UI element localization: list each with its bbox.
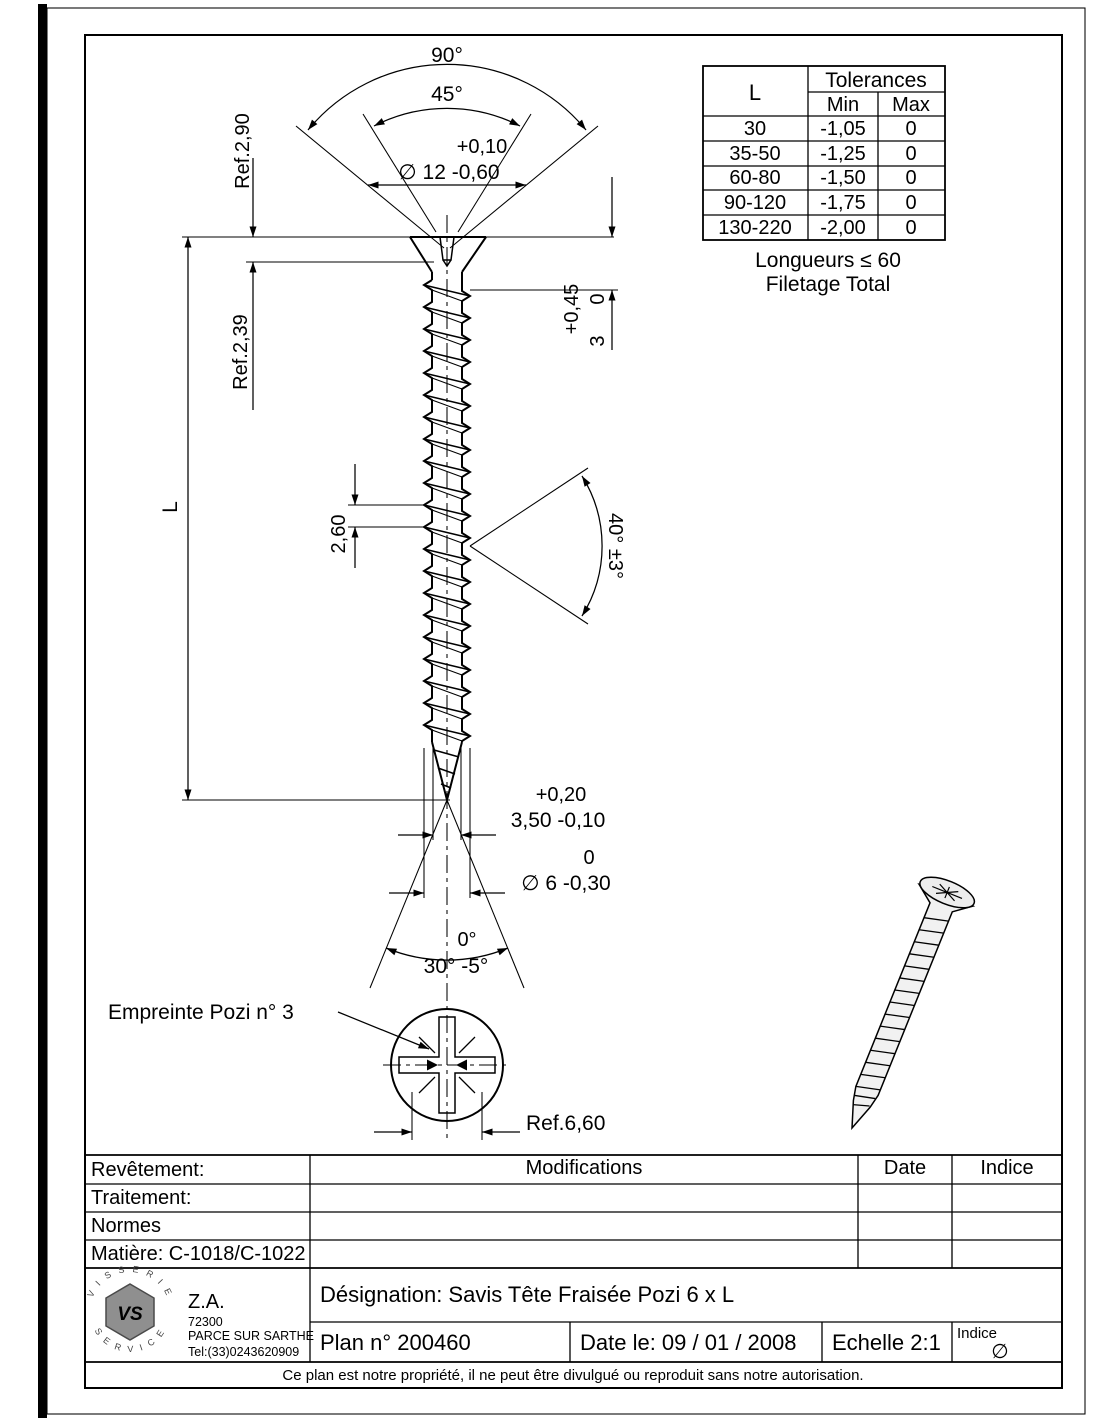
- tol-cell-min: -1,05: [820, 118, 866, 140]
- dim-core-tol: +0,20: [535, 784, 587, 806]
- scale-text: Echelle 2:1: [832, 1330, 941, 1355]
- tol-cell-l: 90-120: [723, 192, 787, 214]
- tol-cell-l: 130-220: [718, 217, 792, 239]
- tol-min-header: Min: [826, 94, 860, 116]
- dim-point-value: 30° -5°: [423, 955, 489, 978]
- tol-cell-l: 60-80: [729, 167, 781, 189]
- binding-bar: [38, 4, 47, 1418]
- tol-cell-max: 0: [905, 167, 917, 189]
- dim-length-L: [159, 237, 450, 800]
- logo-postal: 72300: [188, 1315, 223, 1329]
- logo-za: Z.A.: [188, 1291, 225, 1313]
- tol-cell-max: 0: [905, 217, 917, 239]
- tol-col-l-header: L: [748, 80, 762, 105]
- dim-head-dia-tol: +0,10: [456, 136, 508, 158]
- pozi-recess-label: Empreinte Pozi n° 3: [108, 1001, 294, 1024]
- pozi-wedge-right: [456, 1060, 467, 1071]
- dim-L-label: L: [159, 501, 182, 513]
- dim-ref-660: [374, 1092, 605, 1140]
- plan-number: Plan n° 200460: [320, 1330, 471, 1355]
- tol-max-header: Max: [892, 94, 930, 116]
- dim-pitch: [328, 464, 424, 568]
- indice-cell-value: ∅: [991, 1341, 1009, 1363]
- logo-tel: Tel:(33)0243620909: [188, 1345, 300, 1359]
- tol-cell-max: 0: [905, 118, 917, 140]
- footer-copyright-note: Ce plan est notre propriété, il ne peut être divulgué ou reproduit sans notre autorisation.: [282, 1367, 864, 1384]
- indice-cell-label: Indice: [957, 1325, 998, 1342]
- dim-under-head-tol: +0,45: [561, 283, 583, 335]
- label-revetement: Revêtement:: [91, 1159, 205, 1181]
- tol-cell-max: 0: [905, 143, 917, 165]
- tol-row-1: [729, 143, 916, 165]
- logo-city: PARCE SUR SARTHE: [188, 1329, 314, 1343]
- tolerances-table: [703, 66, 945, 296]
- tol-cell-min: -2,00: [820, 217, 866, 239]
- dim-point-tol: 0°: [457, 929, 477, 951]
- dim-90-label: 90°: [431, 44, 463, 67]
- designation-text: Désignation: Savis Tête Fraisée Pozi 6 x L: [320, 1282, 735, 1307]
- tol-cell-l: 30: [743, 118, 767, 140]
- dim-under-head-value: 3: [587, 335, 609, 347]
- pozi-recess-view: [108, 1001, 605, 1140]
- title-block: [85, 1155, 1062, 1384]
- dim-core-value: 3,50 -0,10: [510, 809, 606, 832]
- tol-row-3: [724, 192, 917, 214]
- dim-under-head: [470, 177, 618, 350]
- pozi-leader-line: [338, 1012, 429, 1049]
- dim-pitch-label: 2,60: [328, 514, 350, 554]
- tol-cell-min: -1,25: [820, 143, 866, 165]
- dim-thread-angle: [470, 468, 626, 624]
- tol-cell-l: 35-50: [729, 143, 781, 165]
- dim-ref290-label: Ref.2,90: [232, 113, 254, 189]
- outer-border: [47, 8, 1085, 1414]
- header-modifications: Modifications: [525, 1157, 643, 1179]
- pozi-wedge-left: [427, 1060, 438, 1071]
- dim-ref660-label: Ref.6,60: [526, 1112, 606, 1135]
- dim-thread-angle-label: 40° ±3°: [604, 513, 626, 579]
- logo-ring-bottom: S E R V I C E: [92, 1326, 168, 1355]
- dim-core: [398, 748, 605, 840]
- label-traitement: Traitement:: [91, 1187, 192, 1209]
- screw-3d-view: [825, 871, 978, 1139]
- logo-ring-top: V I S S E R I E: [85, 1263, 175, 1299]
- dim-dia6-value: ∅ 6 -0,30: [521, 872, 611, 895]
- label-normes: Normes: [91, 1215, 162, 1237]
- tol-cell-min: -1,50: [820, 167, 866, 189]
- header-date: Date: [883, 1157, 927, 1179]
- tol-row-0: [744, 118, 917, 140]
- screw-head: [410, 237, 486, 280]
- company-logo: [85, 1264, 314, 1359]
- dimensions: [159, 44, 626, 988]
- sheet-frame: [38, 4, 1085, 1418]
- dim-ref-239: [230, 262, 253, 410]
- header-indice: Indice: [980, 1157, 1034, 1179]
- dim-45-label: 45°: [431, 83, 463, 106]
- tol-cell-max: 0: [905, 192, 917, 214]
- dim-head-dia-value: ∅ 12 -0,60: [398, 161, 500, 184]
- tol-note-2: Filetage Total: [765, 273, 891, 296]
- drawing-date: Date le: 09 / 01 / 2008: [580, 1330, 797, 1355]
- tol-row-2: [729, 167, 916, 189]
- logo-monogram: VS: [117, 1304, 143, 1325]
- dim-ref239-label: Ref.2,39: [230, 314, 252, 390]
- label-matiere: Matière: C-1018/C-1022: [91, 1243, 306, 1265]
- dim-ref-290: [232, 113, 254, 237]
- tol-row-4: [718, 217, 916, 239]
- screw-side-view: [410, 215, 486, 1142]
- tol-note-1: Longueurs ≤ 60: [755, 249, 901, 272]
- tol-title: Tolerances: [825, 69, 927, 92]
- dim-dia6-zero: 0: [583, 847, 595, 869]
- dim-under-head-zero: 0: [587, 293, 609, 305]
- tol-cell-min: -1,75: [820, 192, 866, 214]
